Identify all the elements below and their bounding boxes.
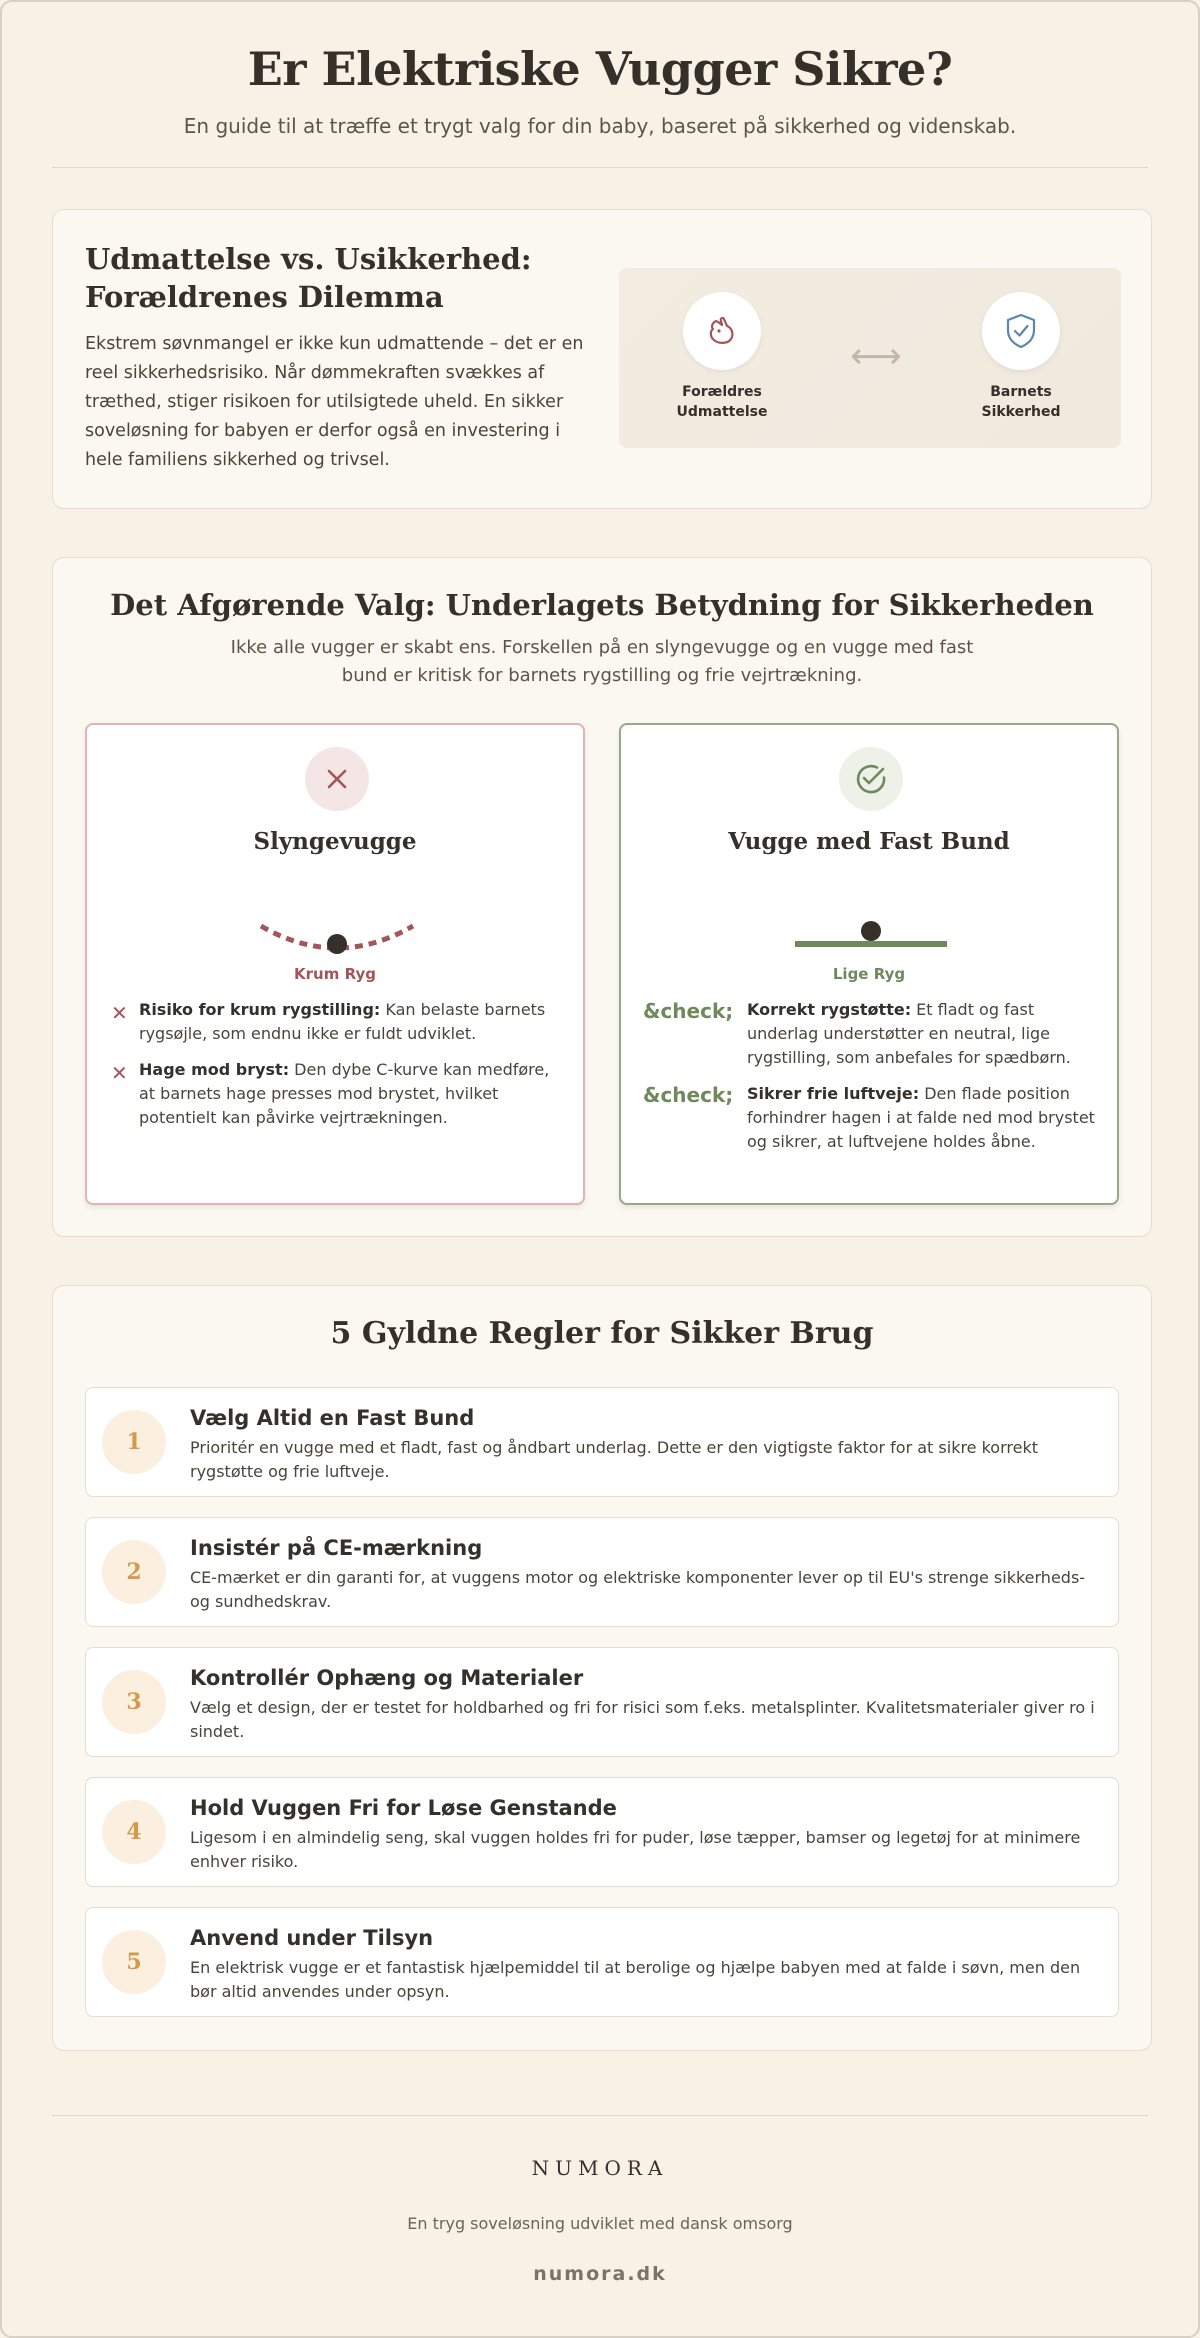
dilemma-heading: Udmattelse vs. Usikkerhed: Forældrenes Dilemma (85, 242, 532, 314)
choice-section (52, 557, 1152, 1237)
rule-number: 1 (102, 1410, 166, 1474)
rule-title: Hold Vuggen Fri for Løse Genstande (190, 1796, 617, 1820)
check-mark-icon: &check; (643, 999, 734, 1023)
check-circle-icon (839, 747, 903, 811)
rules-heading: 5 Gyldne Regler for Sikker Brug (330, 1316, 874, 1351)
page-header (52, 42, 1148, 138)
footer-tagline: En tryg soveløsning udviklet med dansk omsorg (407, 2214, 793, 2233)
child-safety-label: Barnets Sikkerhed (981, 384, 1061, 420)
dilemma-body: Ekstrem søvnmangel er ikke kun udmattende – det er en reel sikkerhedsrisiko. Når dømmekraften svækkes af træthed, stiger risikoen for utilsigtede uheld. En sikker soveløsning for babyen er derfor også en investering i hele familiens sikkerhed og trivsel. (85, 334, 584, 470)
rule-item (85, 1647, 1119, 1757)
rule-number: 5 (102, 1930, 166, 1994)
rule-item (85, 1907, 1119, 2017)
rule-text: CE-mærket er din garanti for, at vuggens motor og elektriske komponenter lever op til EU's strenge sikkerheds- og sundhedskrav. (190, 1568, 1086, 1611)
rule-number: 4 (102, 1800, 166, 1864)
rule-item (85, 1387, 1119, 1497)
rule-number: 3 (102, 1670, 166, 1734)
footer-divider (52, 2115, 1148, 2116)
flat-benefit-point: Sikrer frie luftveje: Den flade position forhindrer hagen i at falde ned mod brystet og sikrer, at luftvejene holdes åbne. (747, 1084, 1095, 1151)
straight-back-diagram (771, 910, 971, 960)
rule-text: Prioritér en vugge med et fladt, fast og åndbart underlag. Dette er den vigtigste faktor for at sikre korrekt rygstøtte og frie luftveje. (190, 1438, 1038, 1481)
check-mark-icon: &check; (643, 1083, 734, 1107)
rule-text: Ligesom i en almindelig seng, skal vuggen holdes fri for puder, løse tæpper, bamser og legetøj for at minimere enhver risiko. (190, 1828, 1081, 1871)
tired-icon (683, 292, 761, 370)
flat-cradle-title: Vugge med Fast Bund (728, 828, 1010, 855)
sling-risk-point: Hage mod bryst: Den dybe C-kurve kan medføre, at barnets hage presses mod brystet, hvilket potentielt kan påvirke vejrtrækningen. (139, 1060, 550, 1127)
rule-number: 2 (102, 1540, 166, 1604)
sling-cradle-card (85, 723, 585, 1205)
choice-heading: Det Afgørende Valg: Underlagets Betydning for Sikkerheden (110, 588, 1094, 622)
rule-title: Kontrollér Ophæng og Materialer (190, 1666, 584, 1690)
rule-item (85, 1777, 1119, 1887)
parent-exhaustion-label: Forældres Udmattelse (676, 384, 768, 420)
rule-text: En elektrisk vugge er et fantastisk hjælpemiddel til at berolige og hjælpe babyen med at falde i søvn, men den bør altid anvendes under opsyn. (190, 1958, 1081, 2001)
dilemma-section (52, 209, 1152, 509)
choice-intro: Ikke alle vugger er skabt ens. Forskellen på en slyngevugge og en vugge med fast bund er kritisk for barnets rygstilling og frie vejrtrækning. (230, 637, 974, 686)
dilemma-graphic (619, 268, 1121, 448)
rule-item (85, 1517, 1119, 1627)
straight-back-label: Lige Ryg (832, 965, 906, 983)
curved-back-diagram (237, 910, 437, 960)
page-title: Er Elektriske Vugger Sikre? (247, 42, 953, 96)
rule-text: Vælg et design, der er testet for holdbarhed og fri for risici som f.eks. metalsplinter. Kvalitetsmaterialer giver ro i sindet. (190, 1698, 1095, 1741)
cross-mark-icon: ✕ (111, 1061, 128, 1085)
page-subtitle: En guide til at træffe et trygt valg for din baby, baseret på sikkerhed og videnskab. (183, 114, 1017, 138)
header-divider (52, 167, 1148, 168)
rule-title: Insistér på CE-mærkning (190, 1536, 483, 1560)
curved-back-label: Krum Ryg (294, 965, 376, 983)
flat-cradle-card (619, 723, 1119, 1205)
flat-benefit-point: Korrekt rygstøtte: Et fladt og fast underlag understøtter en neutral, lige rygstilling, som anbefales for spædbørn. (747, 1000, 1071, 1067)
arrow-both-icon: ⟷ (850, 336, 902, 377)
shield-check-icon (982, 292, 1060, 370)
cross-icon (305, 747, 369, 811)
brand-logo: NUMORA (531, 2156, 669, 2180)
rule-title: Anvend under Tilsyn (190, 1926, 434, 1950)
rule-title: Vælg Altid en Fast Bund (190, 1406, 475, 1430)
sling-cradle-title: Slyngevugge (253, 828, 417, 855)
sling-risk-point: Risiko for krum rygstilling: Kan belaste barnets rygsøjle, som endnu ikke er fuldt udviklet. (139, 1000, 546, 1043)
cross-mark-icon: ✕ (111, 1001, 128, 1025)
website-link[interactable]: numora.dk (533, 2263, 667, 2285)
rules-section (52, 1285, 1152, 2051)
